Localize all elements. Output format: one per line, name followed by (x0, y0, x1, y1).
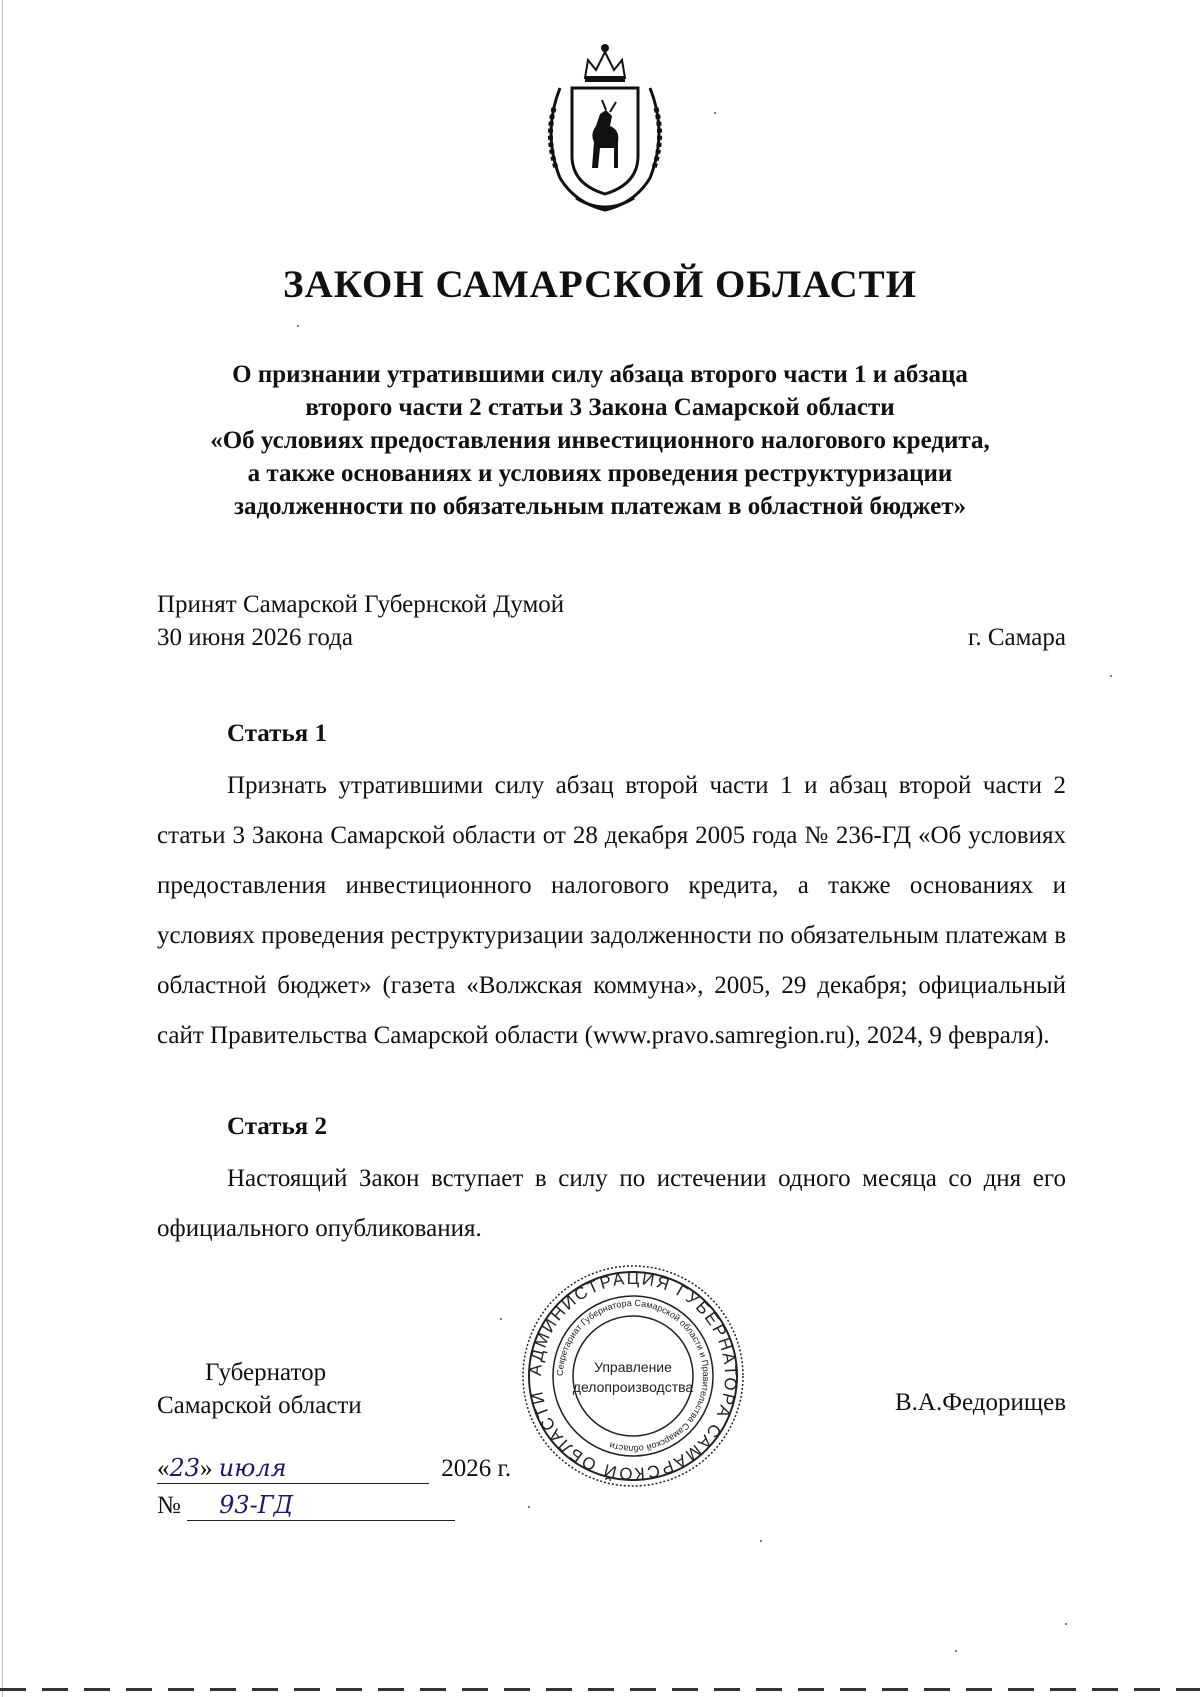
scan-speck (500, 1318, 502, 1320)
signer-name: В.А.Федорищев (895, 1389, 1066, 1416)
adoption-date: 30 июня 2026 года (157, 624, 353, 651)
scan-bottom-edge (0, 1688, 1200, 1691)
law-number (157, 1491, 455, 1521)
signing-year: 2026 г. (441, 1455, 512, 1482)
subtitle-line: «Об условиях предоставления инвестиционного налогового кредита, (210, 427, 990, 454)
adoption-city: г. Самара (967, 624, 1066, 651)
scan-speck (1065, 1623, 1067, 1625)
scan-speck (1110, 675, 1112, 677)
law-subtitle (160, 358, 1040, 523)
signing-day: 23 (169, 1454, 201, 1482)
signing-month: июля (218, 1454, 287, 1482)
signer-position-line1: Губернатор (205, 1359, 327, 1386)
number-label: № (157, 1492, 181, 1519)
stamp-center-line1: Управление (594, 1359, 672, 1375)
stamp-inner-text: Секретариат Губернатора Самарской области и Правительства Самарской области (554, 1297, 712, 1455)
adoption-block (157, 588, 564, 654)
scan-speck (714, 112, 716, 114)
svg-text:Секретариат Губернатора Самарс (555, 1298, 711, 1454)
adopting-body: Принят Самарской Губернской Думой (157, 591, 565, 618)
number-value: 93-ГД (219, 1491, 294, 1519)
subtitle-line: второго части 2 статьи 3 Закона Самарской области (305, 394, 895, 421)
article-2-heading: Статья 2 (227, 1113, 327, 1140)
article-1-text: Признать утратившими силу абзац второй части 1 и абзац второй части 2 статьи 3 Закона Самарской области от 28 декабря 2005 года № 236-ГД «Об условиях предоставления инвестиционного налогового кредита, а также основаниях и условиях проведения реструктуризации задолженности по обязательным платежам в областной бюджет» (газета «Волжская коммуна», 2005, 29 декабря; официальный сайт Правительства Самарской области (www.pravo.samregion.ru), 2024, 9 февраля). (157, 772, 1066, 1049)
law-title: ЗАКОН САМАРСКОЙ ОБЛАСТИ (283, 263, 917, 306)
coat-of-arms-emblem (530, 38, 680, 218)
official-stamp (519, 1262, 747, 1490)
signer-position-line2: Самарской области (157, 1392, 362, 1419)
subtitle-line: а также основаниях и условиях проведения реструктуризации (247, 460, 953, 487)
scan-speck (528, 1506, 530, 1508)
subtitle-line: О признании утратившими силу абзаца второго части 1 и абзаца (232, 361, 968, 388)
signing-date-handwritten: «23» июля (157, 1454, 429, 1484)
signing-date (157, 1454, 511, 1484)
article-1-heading: Статья 1 (227, 720, 327, 747)
scan-speck (297, 325, 299, 327)
stamp-center-line2: делопроизводства (572, 1379, 694, 1395)
scan-edge-line (2, 0, 3, 1697)
scan-speck (955, 1650, 957, 1652)
scan-speck (760, 1540, 762, 1542)
subtitle-line: задолженности по обязательным платежам в областной бюджет» (233, 493, 967, 520)
article-2-text: Настоящий Закон вступает в силу по истечении одного месяца со дня его официального опубликования. (157, 1165, 1066, 1242)
stamp-outer-text: АДМИНИСТРАЦИЯ ГУБЕРНАТОРА САМАРСКОЙ ОБЛАСТИ (525, 1268, 741, 1484)
